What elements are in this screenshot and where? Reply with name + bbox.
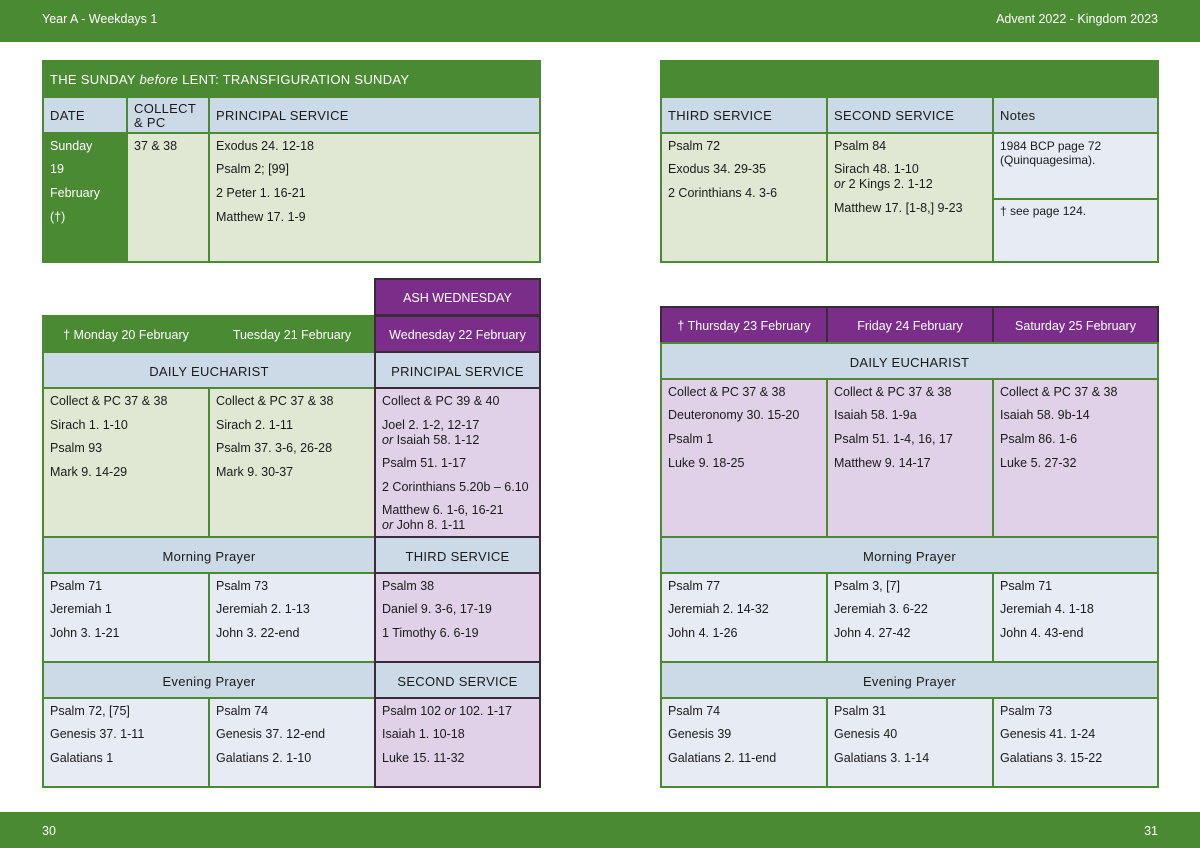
reading: 2 Corinthians 5.20b – 6.10 bbox=[382, 480, 529, 494]
day-label: † Monday 20 February bbox=[63, 328, 189, 342]
reading: Deuteronomy 30. 15-20 bbox=[668, 408, 800, 422]
reading: Daniel 9. 3-6, 17-19 bbox=[382, 602, 492, 616]
second-service-header bbox=[374, 661, 541, 699]
note-text: † see page 124. bbox=[1000, 204, 1087, 218]
section-label: Evening Prayer bbox=[162, 674, 256, 689]
reading: Luke 9. 18-25 bbox=[668, 456, 745, 470]
reading: Jeremiah 4. 1-18 bbox=[1000, 602, 1094, 616]
sunday-title-pre: THE SUNDAY bbox=[50, 72, 140, 87]
reading: Isaiah 58. 9b-14 bbox=[1000, 408, 1090, 422]
reading: Jeremiah 3. 6-22 bbox=[834, 602, 928, 616]
ash-wednesday-title bbox=[374, 278, 541, 316]
reading: Luke 15. 11-32 bbox=[382, 751, 465, 765]
day-label: Tuesday 21 February bbox=[232, 328, 352, 342]
reading: Exodus 24. 12-18 bbox=[216, 139, 314, 153]
reading: John 3. 22-end bbox=[216, 626, 300, 640]
day-label: Saturday 25 February bbox=[1015, 319, 1136, 333]
sunday-date-month: February bbox=[50, 186, 101, 200]
tuesday-eucharist-cell bbox=[208, 387, 376, 538]
reading: Collect & PC 37 & 38 bbox=[668, 385, 786, 399]
section-label: DAILY EUCHARIST bbox=[849, 355, 970, 370]
reading: Sirach 48. 1-10 bbox=[834, 162, 919, 176]
note-text: (Quinquagesima). bbox=[1000, 153, 1096, 167]
header-right: Advent 2022 - Kingdom 2023 bbox=[996, 12, 1158, 26]
col-collect-header bbox=[126, 96, 210, 134]
tuesday-morning-cell bbox=[208, 572, 376, 663]
right-evening-prayer-header bbox=[660, 661, 1159, 699]
reading: Matthew 9. 14-17 bbox=[834, 456, 931, 470]
col-third-label: THIRD SERVICE bbox=[668, 108, 773, 123]
reading: 2 Peter 1. 16-21 bbox=[216, 186, 306, 200]
friday-eucharist-cell bbox=[826, 378, 994, 538]
col-collect-label-2: & PC bbox=[134, 115, 166, 130]
thursday-morning-cell bbox=[660, 572, 828, 663]
reading: Galatians 3. 15-22 bbox=[1000, 751, 1103, 765]
page-header bbox=[0, 0, 1200, 42]
reading: Joel 2. 1-2, 12-17 bbox=[382, 418, 480, 432]
sunday-date-dagger: (†) bbox=[50, 210, 66, 224]
sunday-title-em: before bbox=[139, 72, 179, 87]
thursday-evening-cell bbox=[660, 697, 828, 788]
page-footer bbox=[0, 812, 1200, 848]
reading: Genesis 37. 12-end bbox=[216, 727, 326, 741]
sunday-notes-cell-2 bbox=[992, 198, 1159, 263]
reading: Collect & PC 37 & 38 bbox=[1000, 385, 1118, 399]
reading: Psalm 77 bbox=[668, 579, 721, 593]
reading: Jeremiah 1 bbox=[50, 602, 112, 616]
reading: Mark 9. 14-29 bbox=[50, 465, 128, 479]
col-principal-header bbox=[208, 96, 541, 134]
reading: Sirach 2. 1-11 bbox=[216, 418, 293, 432]
reading: Exodus 34. 29-35 bbox=[668, 162, 766, 176]
reading: John 3. 1-21 bbox=[50, 626, 120, 640]
reading: Galatians 2. 1-10 bbox=[216, 751, 312, 765]
reading: Psalm 74 bbox=[216, 704, 269, 718]
col-notes-label: Notes bbox=[1000, 108, 1036, 123]
reading: John 4. 27-42 bbox=[834, 626, 911, 640]
reading: 2 Corinthians 4. 3-6 bbox=[668, 186, 778, 200]
wednesday-principal-cell bbox=[374, 387, 541, 538]
reading: Genesis 39 bbox=[668, 727, 732, 741]
reading: Isaiah 58. 1-9a bbox=[834, 408, 917, 422]
day-label: Wednesday 22 February bbox=[389, 328, 526, 342]
wednesday-second-cell bbox=[374, 697, 541, 788]
day-label: Friday 24 February bbox=[857, 319, 963, 333]
reading: Galatians 3. 1-14 bbox=[834, 751, 930, 765]
reading: Genesis 40 bbox=[834, 727, 898, 741]
monday-evening-cell bbox=[42, 697, 210, 788]
reading: Psalm 31 bbox=[834, 704, 887, 718]
tuesday-evening-cell bbox=[208, 697, 376, 788]
reading: Collect & PC 37 & 38 bbox=[834, 385, 952, 399]
principal-service-header bbox=[374, 351, 541, 389]
monday-eucharist-cell bbox=[42, 387, 210, 538]
reading: Psalm 71 bbox=[1000, 579, 1053, 593]
reading: Psalm 71 bbox=[50, 579, 103, 593]
sunday-title bbox=[42, 60, 541, 98]
reading: Matthew 17. 1-9 bbox=[216, 210, 306, 224]
monday-morning-cell bbox=[42, 572, 210, 663]
reading: Psalm 1 bbox=[668, 432, 714, 446]
reading: Jeremiah 2. 14-32 bbox=[668, 602, 769, 616]
or-label: or bbox=[444, 704, 456, 718]
reading: Psalm 37. 3-6, 26-28 bbox=[216, 441, 333, 455]
reading: Luke 5. 27-32 bbox=[1000, 456, 1077, 470]
sunday-right-band bbox=[660, 60, 1159, 98]
sunday-date-number: 19 bbox=[50, 162, 64, 176]
col-principal-label: PRINCIPAL SERVICE bbox=[216, 108, 349, 123]
reading: Mark 9. 30-37 bbox=[216, 465, 294, 479]
reading: Isaiah 58. 1-12 bbox=[393, 433, 480, 447]
thursday-eucharist-cell bbox=[660, 378, 828, 538]
reading: Psalm 38 bbox=[382, 579, 435, 593]
note-text: 1984 BCP page 72 bbox=[1000, 139, 1102, 153]
reading: Psalm 51. 1-17 bbox=[382, 456, 467, 470]
day-header-friday bbox=[826, 306, 994, 344]
wednesday-third-cell bbox=[374, 572, 541, 663]
col-date-header bbox=[42, 96, 128, 134]
sunday-third-cell bbox=[660, 132, 828, 263]
or-label: or bbox=[834, 177, 846, 191]
page-number-right: 31 bbox=[1144, 824, 1158, 838]
page-number-left: 30 bbox=[42, 824, 56, 838]
reading: Psalm 73 bbox=[216, 579, 269, 593]
reading: John 4. 1-26 bbox=[668, 626, 738, 640]
third-service-header bbox=[374, 536, 541, 574]
col-collect-label-1: COLLECT bbox=[134, 101, 197, 116]
saturday-eucharist-cell bbox=[992, 378, 1159, 538]
section-label: Evening Prayer bbox=[862, 674, 957, 689]
section-label: THIRD SERVICE bbox=[405, 549, 510, 564]
saturday-evening-cell bbox=[992, 697, 1159, 788]
reading: Psalm 2; [99] bbox=[216, 162, 289, 176]
reading: John 8. 1-11 bbox=[393, 518, 466, 532]
daily-eucharist-header bbox=[42, 351, 376, 389]
reading: Psalm 72, [75] bbox=[50, 704, 130, 718]
section-label: PRINCIPAL SERVICE bbox=[391, 364, 524, 379]
section-label: Morning Prayer bbox=[862, 549, 957, 564]
sunday-title-post: LENT: TRANSFIGURATION SUNDAY bbox=[178, 72, 410, 87]
reading: Psalm 74 bbox=[668, 704, 721, 718]
sunday-collect-value: 37 & 38 bbox=[134, 139, 178, 153]
reading: 1 Timothy 6. 6-19 bbox=[382, 626, 479, 640]
evening-prayer-header bbox=[42, 661, 376, 699]
right-morning-prayer-header bbox=[660, 536, 1159, 574]
day-header-monday bbox=[42, 315, 210, 353]
sunday-principal-cell bbox=[208, 132, 541, 263]
or-label: or bbox=[382, 433, 394, 447]
sunday-notes-cell-1 bbox=[992, 132, 1159, 200]
reading: Psalm 84 bbox=[834, 139, 887, 153]
reading: Psalm 93 bbox=[50, 441, 103, 455]
col-second-header bbox=[826, 96, 994, 134]
day-header-tuesday bbox=[208, 315, 376, 353]
day-header-thursday bbox=[660, 306, 828, 344]
col-notes-header bbox=[992, 96, 1159, 134]
right-daily-eucharist-header bbox=[660, 342, 1159, 380]
reading: Genesis 41. 1-24 bbox=[1000, 727, 1096, 741]
reading: Collect & PC 37 & 38 bbox=[216, 394, 334, 408]
reading: John 4. 43-end bbox=[1000, 626, 1084, 640]
reading: Jeremiah 2. 1-13 bbox=[216, 602, 310, 616]
reading: Galatians 2. 11-end bbox=[668, 751, 777, 765]
col-date-label: DATE bbox=[50, 108, 85, 123]
reading: Psalm 73 bbox=[1000, 704, 1053, 718]
or-label: or bbox=[382, 518, 394, 532]
reading: Psalm 72 bbox=[668, 139, 721, 153]
header-left: Year A - Weekdays 1 bbox=[42, 12, 158, 26]
sunday-date-day: Sunday bbox=[50, 139, 93, 153]
reading: Genesis 37. 1-11 bbox=[50, 727, 145, 741]
col-second-label: SECOND SERVICE bbox=[834, 108, 955, 123]
reading: Collect & PC 39 & 40 bbox=[382, 394, 500, 408]
sunday-collect-cell bbox=[126, 132, 210, 263]
reading: Psalm 102 bbox=[382, 704, 445, 718]
sunday-date-cell bbox=[42, 132, 128, 263]
section-label: Morning Prayer bbox=[162, 549, 256, 564]
ash-wednesday-label: ASH WEDNESDAY bbox=[403, 291, 512, 305]
section-label: DAILY EUCHARIST bbox=[149, 364, 269, 379]
day-label: † Thursday 23 February bbox=[677, 319, 811, 333]
saturday-morning-cell bbox=[992, 572, 1159, 663]
sunday-second-cell bbox=[826, 132, 994, 263]
reading: Psalm 86. 1-6 bbox=[1000, 432, 1078, 446]
friday-evening-cell bbox=[826, 697, 994, 788]
reading: Psalm 3, [7] bbox=[834, 579, 900, 593]
reading: Matthew 17. [1-8,] 9-23 bbox=[834, 201, 963, 215]
day-header-wednesday bbox=[374, 315, 541, 353]
morning-prayer-header bbox=[42, 536, 376, 574]
day-header-saturday bbox=[992, 306, 1159, 344]
reading: 2 Kings 2. 1-12 bbox=[845, 177, 933, 191]
reading: 102. 1-17 bbox=[455, 704, 512, 718]
reading: Collect & PC 37 & 38 bbox=[50, 394, 168, 408]
reading: Galatians 1 bbox=[50, 751, 114, 765]
reading: Sirach 1. 1-10 bbox=[50, 418, 128, 432]
reading: Matthew 6. 1-6, 16-21 bbox=[382, 503, 504, 517]
reading: Psalm 51. 1-4, 16, 17 bbox=[834, 432, 953, 446]
reading: Isaiah 1. 10-18 bbox=[382, 727, 465, 741]
section-label: SECOND SERVICE bbox=[397, 674, 518, 689]
col-third-header bbox=[660, 96, 828, 134]
friday-morning-cell bbox=[826, 572, 994, 663]
